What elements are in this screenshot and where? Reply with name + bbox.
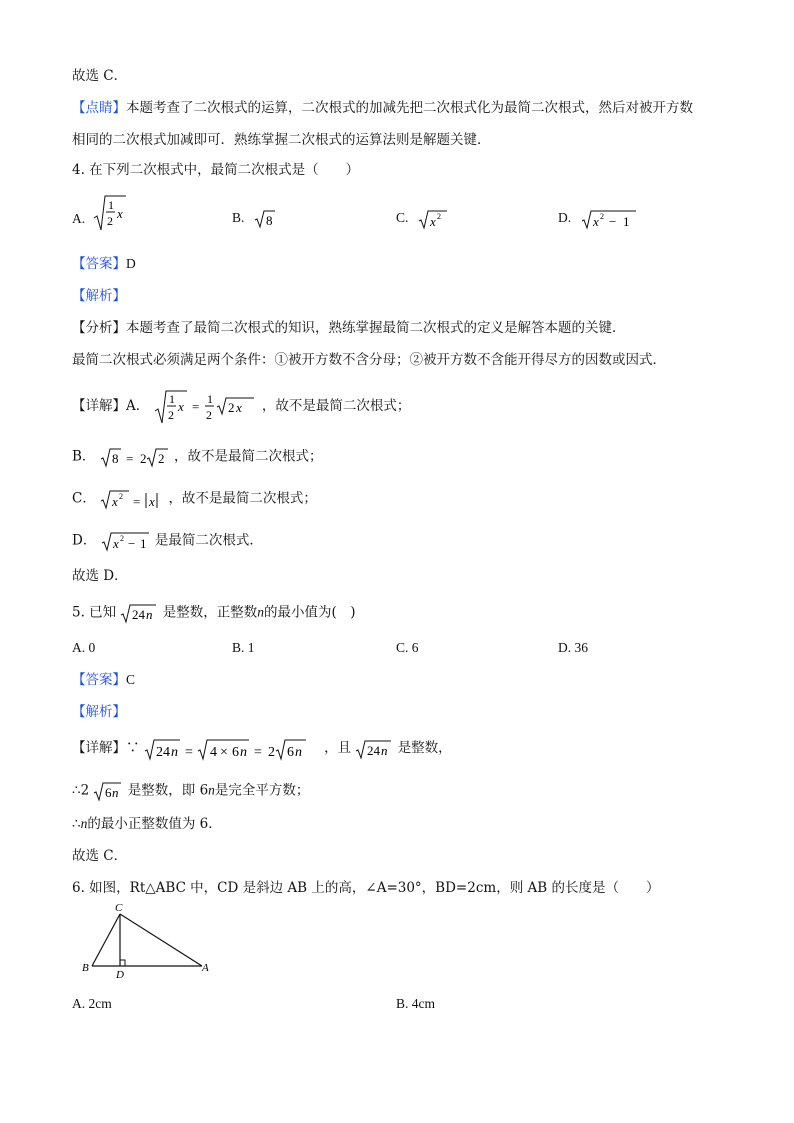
sqrt-8	[254, 209, 276, 229]
q4-detail-c: C． x 2 = x ，故不是最简二次根式；	[72, 488, 317, 510]
side-bc	[92, 914, 120, 966]
svg-text:−: −	[608, 214, 616, 229]
svg-text:−: −	[127, 536, 135, 551]
side-ca	[120, 914, 202, 966]
q5-option-c: C. 6	[396, 640, 419, 655]
q5-jiexi: 【解析】	[72, 704, 126, 720]
svg-text:n: n	[381, 742, 388, 758]
comment-tag: 【点睛】	[72, 100, 126, 116]
svg-text:x: x	[149, 494, 155, 509]
q5-option-d: D. 36	[558, 640, 588, 655]
q6-option-b: B. 4cm	[396, 996, 435, 1011]
svg-text:6: 6	[105, 785, 112, 800]
svg-text:2: 2	[205, 407, 212, 422]
q5-answer: 【答案】C	[72, 672, 136, 688]
svg-text:2: 2	[436, 212, 441, 221]
svg-text:×: ×	[219, 744, 228, 760]
svg-text:n: n	[170, 744, 178, 760]
svg-text:x: x	[116, 206, 123, 221]
svg-text:4: 4	[209, 744, 217, 760]
label-b: B	[82, 962, 89, 974]
svg-text:x: x	[592, 214, 599, 229]
svg-text:n: n	[112, 785, 119, 800]
svg-text:x: x	[429, 214, 436, 229]
q5-conclusion: 故选 C．	[72, 848, 128, 864]
detail-d-expression	[101, 530, 151, 552]
q4-option-c: C. x 2	[396, 208, 448, 230]
q5-therefore-2: ∴n的最小正整数值为 6．	[72, 816, 222, 832]
detail-b-expression	[100, 446, 170, 468]
svg-text:24: 24	[367, 742, 381, 758]
q4-option-a: A. 1 2 x	[72, 208, 127, 232]
svg-text:n: n	[294, 744, 302, 760]
label-a: A	[202, 962, 209, 974]
svg-text:=: =	[125, 451, 134, 466]
q6-stem: 6. 如图，Rt△ABC 中，CD 是斜边 AB 上的高，∠A=30°，BD=2cm，则 AB 的长度是（ ）	[72, 880, 660, 896]
svg-text:2: 2	[157, 451, 165, 466]
svg-text:=: =	[253, 744, 262, 760]
svg-text:2: 2	[267, 744, 275, 760]
svg-text:1: 1	[107, 198, 114, 212]
q4-jiexi: 【解析】	[72, 288, 126, 304]
svg-text:=: =	[184, 744, 193, 760]
svg-text:x: x	[112, 536, 119, 551]
svg-text:2: 2	[227, 399, 235, 415]
q4-conditions: 最简二次根式必须满足两个条件：①被开方数不含分母；②被开方数不含能开得尽方的因数或因式．	[72, 352, 666, 368]
svg-text:x: x	[177, 398, 184, 414]
svg-text:n: n	[146, 607, 153, 622]
detail-a-expression	[154, 389, 258, 425]
q5-detail-expression	[144, 737, 320, 761]
svg-text:2: 2	[119, 534, 124, 543]
q4-analysis: 【分析】本题考查了最简二次根式的知识，熟练掌握最简二次根式的定义是解答本题的关键．	[72, 320, 626, 336]
label-d: D	[116, 969, 124, 980]
svg-text:x: x	[112, 494, 118, 509]
sqrt-24n-inline	[355, 738, 393, 760]
q4-answer: 【答案】D	[72, 256, 136, 272]
svg-text:2: 2	[167, 407, 174, 422]
q6-option-a: A. 2cm	[72, 996, 112, 1011]
svg-text:x: x	[235, 399, 242, 415]
svg-text:24: 24	[155, 744, 170, 760]
svg-text:=: =	[191, 398, 199, 414]
right-triangle-figure	[78, 900, 218, 980]
q4-option-d: D. x 2 − 1	[558, 208, 637, 230]
q5-option-a: A. 0	[72, 640, 96, 655]
svg-text:8: 8	[265, 212, 273, 228]
q5-option-b: B. 1	[232, 640, 255, 655]
svg-text:2: 2	[106, 214, 113, 228]
sqrt-x-squared-minus-1	[581, 208, 637, 230]
q4-detail-b: B． 8 = 2 2 ，故不是最简二次根式；	[72, 446, 323, 468]
sqrt-24n	[120, 602, 158, 624]
q4-option-b: B. 8	[232, 208, 276, 229]
q5-detail: 【详解】∵ 24 n = 4 × 6 n = 2 6 n ，且 24 n 是整数，	[72, 736, 452, 761]
q5-stem: 5. 已知 24 n 是整数，正整数n的最小值为( )	[72, 602, 356, 624]
svg-text:1: 1	[168, 391, 175, 406]
q3-conclusion: 故选 C．	[72, 68, 128, 84]
q4-detail-a: 【详解】A． 1 2 x = 1 2 2 x ，故不是最简二次根式；	[72, 388, 410, 424]
svg-text:1: 1	[206, 391, 213, 406]
q3-comment-line1: 【点睛】本题考查了二次根式的运算，二次根式的加减先把二次根式化为最简二次根式，然后对被开方数	[72, 100, 693, 116]
svg-text:2: 2	[119, 492, 124, 501]
q5-therefore-1: ∴2 6 n 是整数，即 6n是完全平方数；	[72, 780, 309, 802]
svg-text:2: 2	[139, 451, 147, 466]
q3-comment-line2: 相同的二次根式加减即可．熟练掌握二次根式的运算法则是解题关键．	[72, 132, 491, 148]
q4-stem: 4. 在下列二次根式中，最简二次根式是（ ）	[72, 162, 360, 178]
sqrt-x-squared	[418, 208, 448, 230]
svg-text:6: 6	[286, 744, 294, 760]
sqrt-half-x	[93, 194, 127, 232]
sqrt-6n	[93, 780, 123, 802]
svg-text:=: =	[133, 494, 141, 509]
right-angle-mark	[120, 960, 125, 966]
svg-text:1: 1	[622, 214, 629, 229]
svg-text:6: 6	[231, 744, 239, 760]
label-c: C	[115, 902, 123, 914]
detail-c-expression	[100, 488, 164, 510]
svg-text:2: 2	[599, 212, 604, 221]
svg-text:8: 8	[111, 451, 119, 466]
svg-text:n: n	[239, 744, 247, 760]
q4-conclusion: 故选 D．	[72, 568, 128, 584]
svg-text:24: 24	[132, 607, 146, 622]
svg-text:1: 1	[139, 536, 147, 551]
q4-detail-d: D． x 2 − 1 是最简二次根式．	[72, 530, 263, 552]
